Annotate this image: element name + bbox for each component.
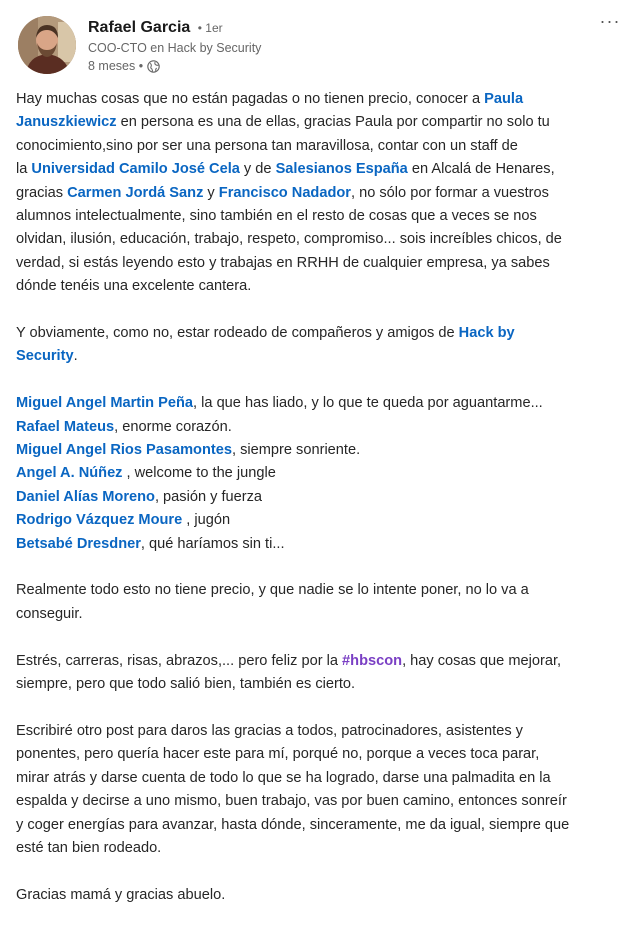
text-line: y coger energías para avanzar, hasta dónde, sinceramente, me da igual, siempre que	[16, 816, 570, 833]
author-headline: COO-CTO en Hack by Security	[88, 41, 262, 55]
text: , enorme corazón.	[114, 418, 232, 435]
mention-link[interactable]: Miguel Angel Martin Peña	[16, 395, 194, 412]
text-line: conseguir.	[16, 605, 83, 622]
text: la	[16, 161, 32, 178]
text: en Alcalá de Henares,	[407, 161, 555, 178]
mention-link[interactable]: Rodrigo Vázquez Moure	[16, 512, 183, 529]
mention-link[interactable]: Januszkiewicz	[16, 114, 117, 131]
paragraph-friends	[16, 392, 618, 556]
text-line: mirar atrás y darse cuenta de todo lo que se ha logrado, darse una palmadita en la	[16, 769, 551, 786]
text: en persona es una de ellas, gracias Paula por compartir no solo tu	[116, 114, 550, 131]
friend-line	[16, 439, 618, 462]
text: , pasión y fuerza	[154, 488, 263, 505]
mention-link[interactable]: Salesianos España	[275, 161, 408, 178]
text-line	[16, 182, 618, 205]
post-meta	[88, 57, 261, 75]
text: , qué haríamos sin ti...	[140, 535, 285, 552]
text-line	[16, 158, 618, 181]
text-line	[16, 650, 618, 673]
friend-line	[16, 416, 618, 439]
text-line: siempre, pero que todo salió bien, también es cierto.	[16, 676, 356, 693]
post-body	[16, 88, 618, 931]
paragraph-price	[16, 579, 618, 626]
paragraph-thanks	[16, 884, 618, 907]
author-info	[88, 18, 261, 75]
mention-link[interactable]: Francisco Nadador	[218, 184, 351, 201]
globe-icon	[147, 60, 160, 73]
mention-link[interactable]: Rafael Mateus	[16, 418, 115, 435]
text: .	[73, 348, 78, 365]
hashtag-link[interactable]: #hbscon	[342, 652, 403, 669]
paragraph-team	[16, 322, 618, 369]
text: , siempre sonriente.	[231, 442, 361, 459]
friend-line	[16, 533, 618, 556]
text-line: Escribiré otro post para daros las gracias a todos, patrocinadores, asistentes y	[16, 722, 523, 739]
text-line	[16, 345, 618, 368]
text: , jugón	[182, 512, 231, 529]
text: gracias	[16, 184, 68, 201]
mention-link[interactable]: Paula	[484, 91, 524, 107]
text-line: verdad, si estás leyendo esto y trabajas en RRHH de cualquier empresa, ya sabes	[16, 254, 550, 271]
paragraph-next-post	[16, 720, 618, 860]
text-line	[16, 322, 618, 345]
text-line: espalda y decirse a uno mismo, buen trabajo, vas por buen camino, entonces sonreír	[16, 793, 567, 810]
friend-line	[16, 392, 618, 415]
mention-link[interactable]: Universidad Camilo José Cela	[31, 161, 240, 178]
mention-link[interactable]: Angel A. Núñez	[16, 465, 123, 482]
friend-line	[16, 486, 618, 509]
text-line: alumnos intelectualmente, sino también en el resto de cosas que a veces se nos	[16, 208, 537, 225]
mention-link[interactable]: Security	[16, 348, 74, 365]
text-line: Realmente todo esto no tiene precio, y que nadie se lo intente poner, no lo va a	[16, 582, 529, 599]
text: Estrés, carreras, risas, abrazos,... pero feliz por la	[16, 652, 343, 669]
friend-line	[16, 462, 618, 485]
mention-link[interactable]: Miguel Angel Rios Pasamontes	[16, 442, 232, 459]
author-name-line	[88, 18, 261, 38]
text: Hay muchas cosas que no están pagadas o no tienen precio, conocer a	[16, 91, 485, 107]
text: y	[203, 184, 219, 201]
post-time: 8 meses •	[88, 59, 144, 73]
avatar-photo	[18, 16, 76, 74]
text-line: conocimiento,sino por ser una persona tan maravillosa, contar con un staff de	[16, 137, 518, 154]
text: y de	[239, 161, 276, 178]
friend-line	[16, 509, 618, 532]
connection-degree: • 1er	[197, 21, 223, 35]
text: , welcome to the jungle	[122, 465, 276, 482]
mention-link[interactable]: Daniel Alías Moreno	[16, 488, 155, 505]
text-line: dónde tenéis una excelente cantera.	[16, 278, 252, 295]
text-line	[16, 111, 618, 134]
text: , hay cosas que mejorar,	[402, 652, 562, 669]
mention-link[interactable]: Carmen Jordá Sanz	[67, 184, 204, 201]
mention-link[interactable]: Betsabé Dresdner	[16, 535, 141, 552]
mention-link[interactable]: Hack by	[458, 325, 515, 342]
author-name[interactable]: Rafael Garcia	[88, 19, 191, 36]
text: , no sólo por formar a vuestros	[350, 184, 549, 201]
more-options-icon[interactable]: ···	[599, 11, 621, 31]
text-line: Gracias mamá y gracias abuelo.	[16, 886, 226, 903]
text: Y obviamente, como no, estar rodeado de compañeros y amigos de	[16, 325, 459, 342]
paragraph-intro	[16, 88, 618, 299]
post-header	[18, 11, 628, 80]
text: , la que has liado, y lo que te queda por aguantarme...	[193, 395, 543, 412]
text-line: esté tan bien rodeado.	[16, 839, 162, 856]
paragraph-hbscon	[16, 650, 618, 697]
text-line: ponentes, pero quería hacer este para mí, porqué no, porque a veces toca parar,	[16, 746, 540, 763]
author-avatar[interactable]	[18, 16, 76, 74]
text-line	[16, 88, 618, 111]
text-line: olvidan, ilusión, educación, trabajo, respeto, compromiso... sois increíbles chicos, de	[16, 231, 562, 248]
